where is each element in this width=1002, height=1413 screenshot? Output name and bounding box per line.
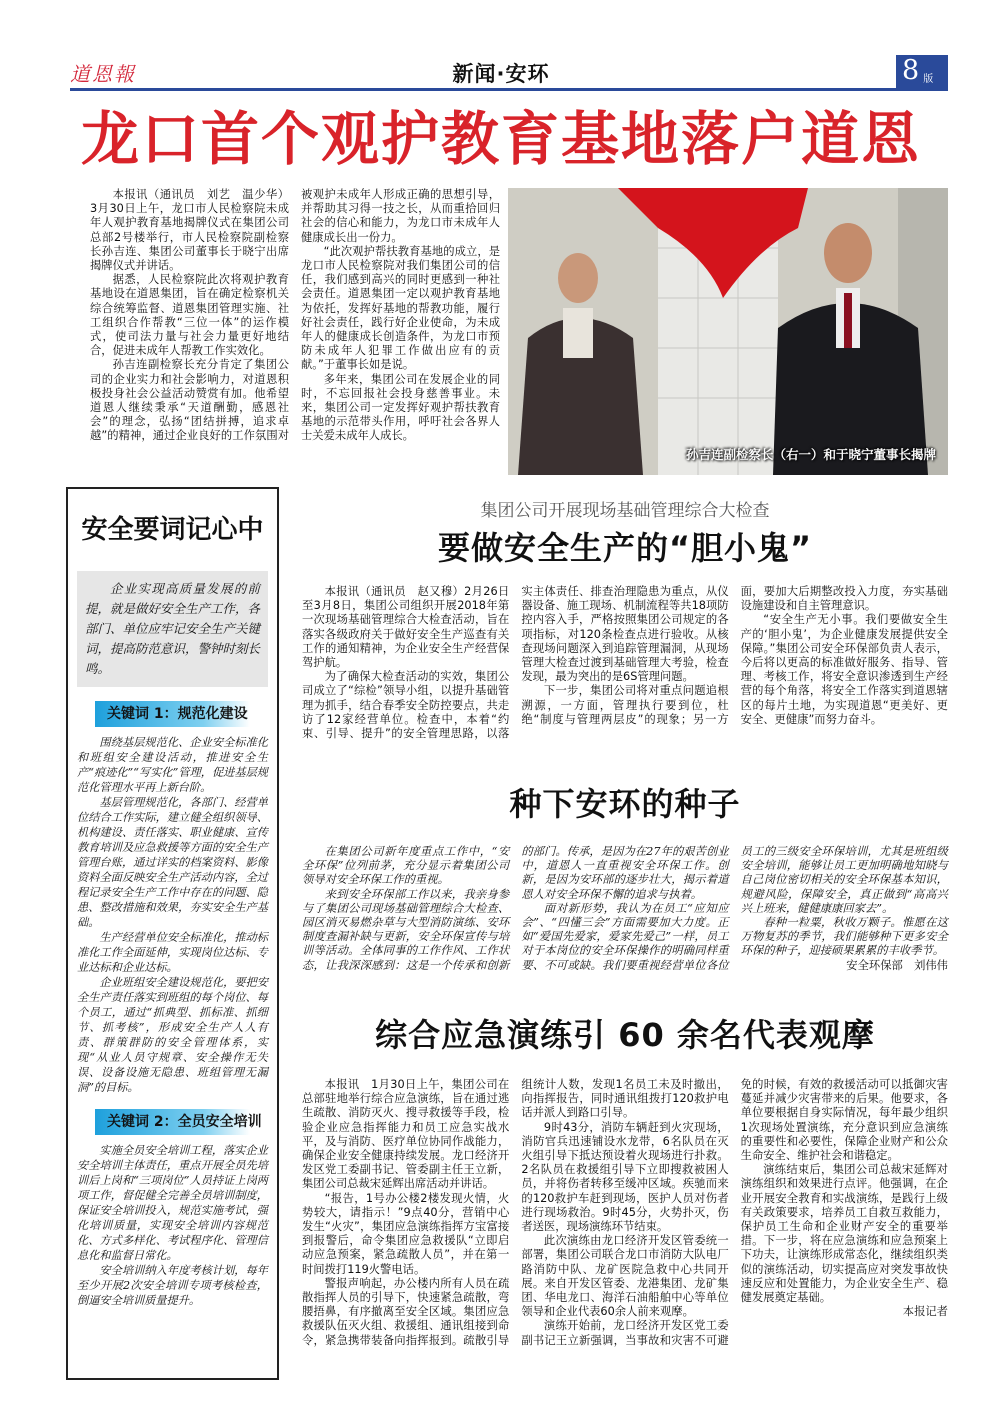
paragraph: 春种一粒粟，秋收万颗子。惟愿在这万物复苏的季节，我们能够种下更多安全环保的种子，迎接硕果累累的丰收季节。 — [740, 916, 948, 958]
paragraph: 下一步，集团公司将对重点问题追根溯源，一方面，管理执行要到位，杜绝“制度与管理两层皮”的现象；另一方面，要加大后期整改投入力度，夯实基础设施建设和自主管理意识。 — [521, 585, 948, 726]
paragraph: 警报声响起，办公楼内所有人员在疏散指挥人员的引导下，快速紧急疏散，弯腰捂鼻，有序撤离至安全区域。集团应急救援队伍灭火组、救援组、通讯组接到命令，紧急携带装备向指挥报到。疏散引导组统计人数，发现1名员工未及时撤出，向指挥报告，同时通讯组拨打120救护电话并派人到路口引导。 — [302, 1078, 729, 1347]
paragraph: “报告，1号办公楼2楼发现火情，火势较大，请指示！”9点40分，营销中心发生“火灾”，集团应急演练指挥方宝富接到报警后，命令集团应急救援队“立即启动应急预案，紧急疏散人员”，并在第一时间拨打119火警电话。 — [302, 1191, 510, 1276]
page-number: 8 — [902, 55, 920, 86]
keyword1-banner: 关键词 1：规范化建设 — [95, 701, 250, 727]
paragraph: “安全生产无小事。我们要做安全生产的‘胆小鬼’，为企业健康发展提供安全保障。”集团公司安全环保部负责人表示，今后将以更高的标准做好服务、指导、管理、考核工作，将安全意识渗透到生产经营的每个角落，将安全工作落实到道恩辖区的每片土地，为实现道恩“更美好、更安全、更健康”而努力奋斗。 — [740, 613, 948, 726]
paragraph: “此次观护帮扶教育基地的成立，是龙口市人民检察院对我们集团公司的信任，我们感到高兴的同时更感到一种社会责任。道恩集团一定以观护教育基地为依托，发挥好基地的帮教功能，履行好社会责任，践行好企业使命，为未成年人的健康成长创造条件，为龙口市预防未成年人犯罪工作做出应有的贡献。”于董事长如是说。 — [301, 244, 500, 372]
byline: 本报记者 — [902, 1305, 948, 1319]
paragraph: 为了确保大检查活动的实效，集团公司成立了“综检”领导小组，以提升基础管理为抓手，结合春季安全防控要点，共走访了12家经营单位。检查中，本着“约束、引导、提升”的安全管理思路，以落实主体责任、排查治理隐患为重点，从仪器设备、施工现场、机制流程等共18项防控内容入手，严格按照集团公司规定的各项指标，对120条检查点进行验收。从核查现场问题深入到追踪管理漏洞，从现场管理大检查过渡到基础管理大考验，检查发现，最为突出的是6S管理问题。 — [302, 585, 729, 741]
article1-headline: 龙口首个观护教育基地落户道恩 — [80, 105, 921, 173]
paragraph: 本报讯（通讯员 赵又穆）2月26日至3月8日，集团公司组织开展2018年第一次现场基础管理综合大检查活动，旨在落实各级政府关于做好安全生产巡查有关工作的通知精神，为企业安全生产经营保驾护航。 — [302, 585, 510, 670]
article3-headline: 种下安环的种子 — [509, 785, 741, 823]
paragraph: 来到安全环保部工作以来，我亲身参与了集团公司现场基础管理综合大检查、园区消灭易燃杂草与大型消防演练、安环制度查漏补缺与更新，安全环保宣传与培训等活动。全体同事的工作作风、工作状态，让我深深感到：这是一个传承和创新的部门。传承，是因为在27年的艰苦创业中，道恩人一直重视安全环保工作。创新，是因为安环部的逐步壮大，揭示着道恩人对安全环保不懈的追求与执着。 — [302, 845, 729, 972]
section-title: 新闻·安环 — [452, 62, 550, 86]
article2-body — [302, 585, 948, 741]
article1-body — [90, 188, 500, 444]
paragraph: 安全培训纳入年度考核计划，每年至少开展2次安全培训专项考核检查，倒逼安全培训质量提升。 — [77, 1264, 268, 1307]
article1-photo — [508, 188, 948, 475]
paragraph: 企业班组安全建设规范化，要把安全生产责任落实到班组的每个岗位、每个员工，通过“抓典型、抓标准、抓细节、抓考核”，形成安全生产人人有责、群策群防的安全管理体系，实现“从业人员守规章、安全操作无失误、设备设施无隐患、班组管理无漏洞”的目标。 — [77, 976, 268, 1094]
newspaper-logo: 道恩報 — [70, 62, 136, 86]
article4-headline: 综合应急演练引 60 余名代表观摩 — [375, 1016, 875, 1054]
unveiling-photo-illustration — [508, 188, 948, 475]
paragraph: 多年来，集团公司在发展企业的同时，不忘回报社会投身慈善事业。未来，集团公司一定发挥好观护帮扶教育基地的示范带头作用，呼吁社会各界人士关爱未成年人成长。 — [301, 372, 500, 443]
article4-body — [302, 1078, 948, 1348]
paragraph: 面对新形势，我认为在员工“应知应会”、“四懂三会”方面需要加大力度。正如“爱国先爱家，爱家先爱己”一样，员工对于本岗位的安全环保操作的明确同样重要、不可或缺。我们要重视经营单位各位员工的三级安全环保培训，尤其是班组级安全培训，能够让员工更加明确地知晓与自己岗位密切相关的安全环保基本知识，规避风险，保障安全，真正做到“高高兴兴上班来，健健康康回家去”。 — [521, 845, 948, 972]
paragraph: 生产经营单位安全标准化，推动标准化工作全面延伸，实现岗位达标、专业达标和企业达标。 — [77, 931, 268, 974]
keyword2-text — [77, 1143, 268, 1308]
photo-caption: 孙吉连副检察长（右一）和于晓宁董事长揭牌 — [685, 447, 936, 462]
paragraph: 基层管理规范化，各部门、经营单位结合工作实际，建立健全组织领导、机构建设、责任落实、职业健康、宣传教育培训及应急救援等方面的安全生产管理台账，通过详实的档案资料、影像资料全面反映安全生产活动内容，全过程记录安全生产工作中存在的问题、隐患、整改措施和效果，夯实安全生产基础。 — [77, 796, 268, 929]
byline: 安全环保部 刘伟伟 — [846, 958, 948, 972]
paragraph: 实施全员安全培训工程，落实企业安全培训主体责任，重点开展全员先培训后上岗和“三项岗位”人员持证上岗两项工作，督促健全完善全员培训制度，保证安全培训投入，规范实施考试，强化培训质量，实现安全培训内容规范化、方式多样化、考试程序化、管理信息化和监督日常化。 — [77, 1144, 268, 1262]
sidebar-intro: 企业实现高质量发展的前提，就是做好安全生产工作，各部门、单位应牢记安全生产关键词，提高防范意识，警钟时刻长鸣。 — [77, 571, 268, 687]
header-rule — [70, 88, 948, 91]
keyword2-banner: 关键词 2：全员安全培训 — [95, 1109, 250, 1135]
keyword1-text — [77, 735, 268, 1095]
article3-body — [302, 845, 948, 973]
paragraph: 据悉，人民检察院此次将观护教育基地设在道恩集团，旨在确定检察机关综合统筹监督、道恩集团管理实施、社工组织合作帮教“三位一体”的运作模式，使司法力量与社会力量更好地结合，促进未成年人帮教工作实效化。 — [90, 273, 289, 358]
paragraph: 9时43分，消防车辆赶到火灾现场，消防官兵迅速铺设水龙带，6名队员在灭火组引导下抵达预设着火现场进行扑救。2名队员在救援组引导下立即搜救被困人员，并将伤者转移至缓冲区域。疾驰而来的120救护车赶到现场，医护人员对伤者进行现场救治。9时45分，火势扑灭，伤者送医，现场演练环节结束。 — [521, 1120, 729, 1234]
article2-headline: 要做安全生产的“胆小鬼” — [437, 529, 813, 567]
article2-subtitle: 集团公司开展现场基础管理综合大检查 — [480, 501, 770, 521]
paragraph: 在集团公司新年度重点工作中，“安全环保”位列前茅，充分显示着集团公司领导对安全环保工作的重视。 — [302, 845, 510, 887]
sidebar-safety-keywords — [66, 487, 279, 1380]
paragraph: 孙吉连副检察长充分肯定了集团公司的企业实力和社会影响力，对道恩积极投身社会公益活动赞赏有加。他希望道恩人继续秉承“天道酬勤，感恩社会”的理念，弘扬“团结拼搏，追求卓越”的精神，通过企业良好的工作氛围对被观护未成年人形成正确的思想引导，并帮助其习得一技之长，从而重拾回归社会的信心和能力，为龙口市未成年人健康成长出一份力。 — [90, 188, 500, 443]
sidebar-title: 安全要词记心中 — [81, 515, 264, 545]
paragraph: 演练开始前，龙口经济开发区党工委副书记王立新强调，当事故和灾害不可避免的时候，有效的救援活动可以抵御灾害蔓延并减少灾害带来的后果。他要求，各单位要根据自身实际情况，每年最少组织1次现场处置演练，充分意识到应急演练的重要性和必要性，保障企业财产和公众生命安全、维护社会和谐稳定。 — [521, 1078, 948, 1347]
paragraph: 演练结束后，集团公司总裁宋延辉对演练组织和效果进行点评。他强调，在企业开展安全教育和实战演练，是践行上级有关政策要求，培养员工自救互救能力，保护员工生命和企业财产安全的重要举措。下一步，将在应急演练和应急预案上下功夫，让演练形成常态化，继续组织类似的演练活动，切实提高应对突发事故快速反应和处置能力，为企业安全生产、稳健发展奠定基础。 — [740, 1163, 948, 1305]
page-number-badge — [896, 55, 948, 88]
paragraph: 围绕基层规范化、企业安全标准化和班组安全建设活动，推进安全生产“痕迹化”“写实化”管理，促进基层规范化管理水平再上新台阶。 — [77, 736, 268, 794]
paragraph: 本报讯 1月30日上午，集团公司在总部驻地举行综合应急演练，旨在通过逃生疏散、消防灭火、搜寻救援等手段，检验企业应急指挥能力和员工应急实战水平，及与消防、医疗单位协同作战能力，确保企业安全健康持续发展。龙口经济开发区党工委副书记、管委副主任王立新，集团公司总裁宋延辉出席活动并讲话。 — [302, 1078, 510, 1191]
paragraph: 此次演练由龙口经济开发区管委统一部署，集团公司联合龙口市消防大队电厂路消防中队、龙矿医院急救中心共同开展。来自开发区管委、龙港集团、龙矿集团、华电龙口、海洋石油船舶中心等单位领导和企业代表60余人前来观摩。 — [521, 1234, 729, 1319]
page-suffix: 版 — [923, 74, 934, 85]
paragraph: 本报讯（通讯员 刘艺 温少华）3月30日上午，龙口市人民检察院未成年人观护教育基地揭牌仪式在集团公司总部2号楼举行，市人民检察院副检察长孙吉连、集团公司董事长于晓宁出席揭牌仪式并讲话。 — [90, 188, 289, 273]
